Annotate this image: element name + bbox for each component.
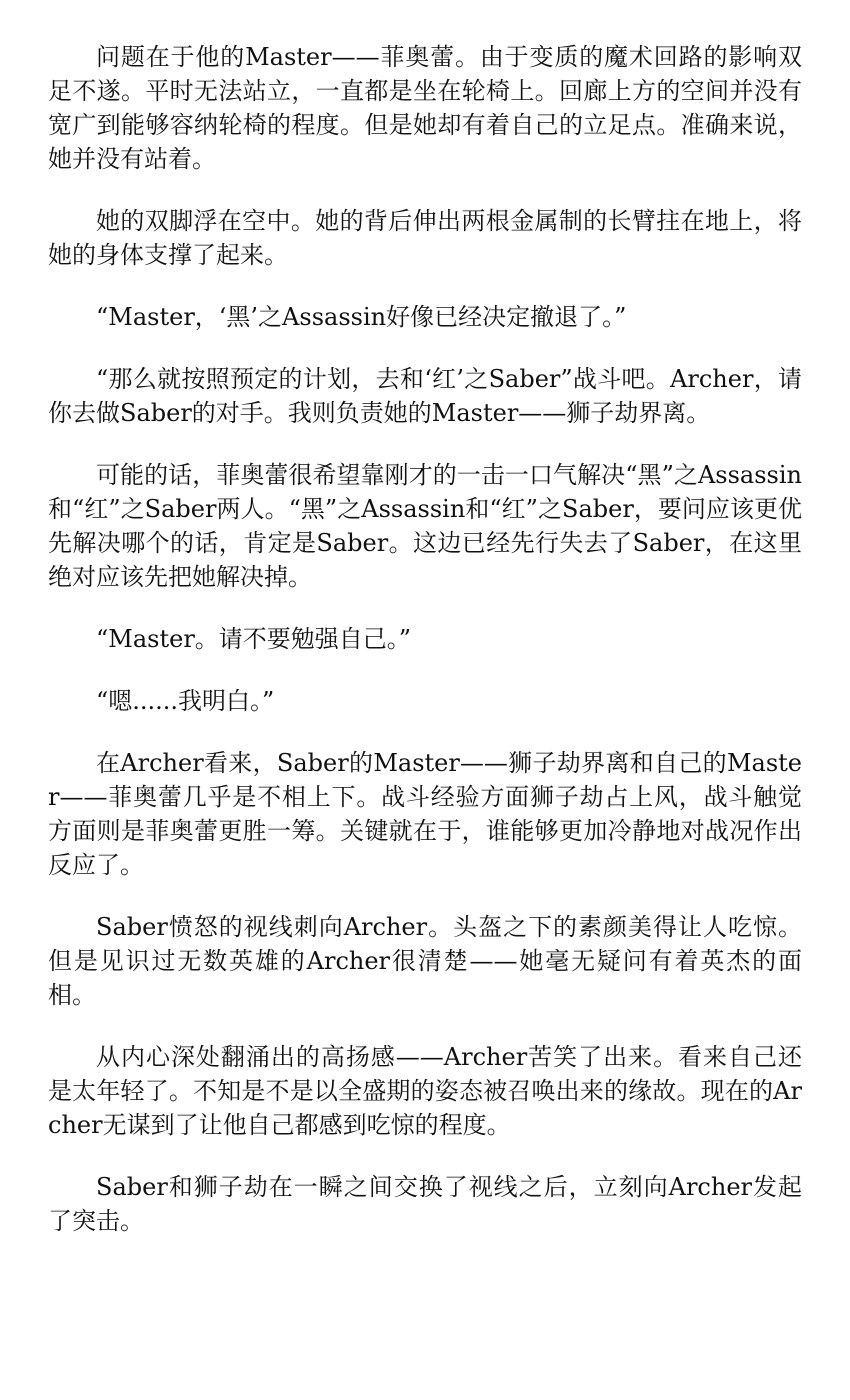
paragraph: 问题在于他的Master——菲奥蕾。由于变质的魔术回路的影响双足不遂。平时无法站立，一直都是坐在轮椅上。回廊上方的空间并没有宽广到能够容纳轮椅的程度。但是她却有着自己的立足点。准确来说，她并没有站着。 xyxy=(48,43,802,173)
paragraph: 她的双脚浮在空中。她的背后伸出两根金属制的长臂拄在地上，将她的身体支撑了起来。 xyxy=(48,207,802,269)
paragraph: 在Archer看来，Saber的Master——狮子劫界离和自己的Master——菲奥蕾几乎是不相上下。战斗经验方面狮子劫占上风，战斗触觉方面则是菲奥蕾更胜一筹。关键就在于，谁能够更加冷静地对战况作出反应了。 xyxy=(48,749,802,879)
paragraph: “Master，‘黑’之Assassin好像已经决定撤退了。” xyxy=(96,303,627,331)
paragraph: Saber和狮子劫在一瞬之间交换了视线之后，立刻向Archer发起了突击。 xyxy=(48,1173,802,1235)
document-page xyxy=(48,40,802,1238)
paragraph: “那么就按照预定的计划，去和‘红’之Saber”战斗吧。Archer，请你去做Saber的对手。我则负责她的Master——狮子劫界离。 xyxy=(48,365,802,427)
paragraph: 可能的话，菲奥蕾很希望靠刚才的一击一口气解决“黑”之Assassin和“红”之Saber两人。“黑”之Assassin和“红”之Saber，要问应该更优先解决哪个的话，肯定是Saber。这边已经先行失去了Saber，在这里绝对应该先把她解决掉。 xyxy=(48,461,802,591)
paragraph: “Master。请不要勉强自己。” xyxy=(96,625,412,653)
paragraph: “嗯......我明白。” xyxy=(96,687,275,715)
paragraph: Saber愤怒的视线刺向Archer。头盔之下的素颜美得让人吃惊。但是见识过无数英雄的Archer很清楚——她毫无疑问有着英杰的面相。 xyxy=(48,913,802,1009)
paragraph: 从内心深处翻涌出的高扬感——Archer苦笑了出来。看来自己还是太年轻了。不知是不是以全盛期的姿态被召唤出来的缘故。现在的Archer无谋到了让他自己都感到吃惊的程度。 xyxy=(48,1043,802,1139)
